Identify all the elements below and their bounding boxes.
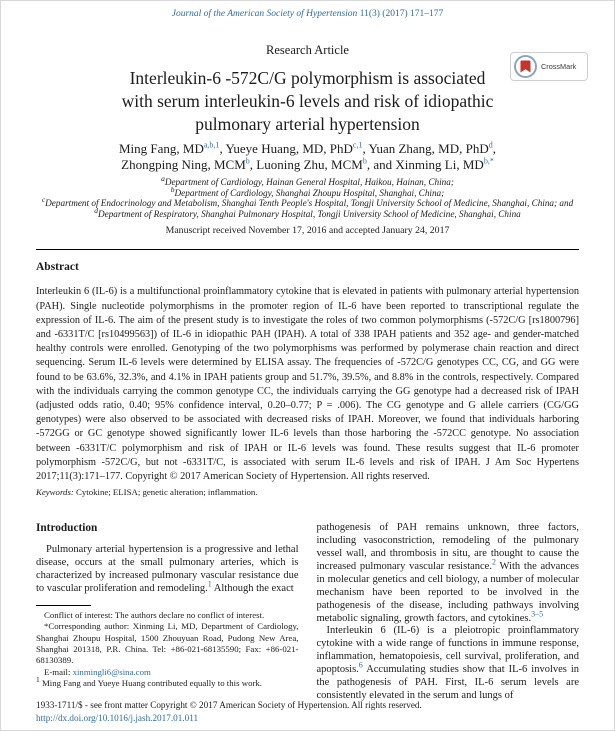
- doi-link[interactable]: http://dx.doi.org/10.1016/j.jash.2017.01.011: [36, 712, 199, 723]
- page-footer: [36, 699, 422, 724]
- left-column: [36, 522, 299, 703]
- affiliation-line: $^b$Department of Cardiology, Shanghai Zhoupu Hospital, Shanghai, China;: [170, 184, 445, 198]
- footnote-item: *Corresponding author: Xinming Li, MD, Department of Cardiology, Shanghai Zhoupu Hospital, 1500 Zhouyuan Road, Pudong New Area, Shanghai 201318, P.R. China. Tel: +86-021-68135590; Fax: +86-021-68130389.: [36, 621, 299, 666]
- issn-copyright-line: 1933-1711/$ - see front matter Copyright © 2017 American Society of Hypertension. All rights reserved.: [36, 700, 422, 710]
- affiliation-line: $^a$Department of Cardiology, Hainan General Hospital, Haikou, Hainan, China;: [161, 173, 454, 187]
- two-column-body: [36, 522, 579, 703]
- manuscript-dates: Manuscript received November 17, 2016 and accepted January 24, 2017: [165, 225, 450, 237]
- keywords-line: [36, 487, 579, 497]
- keywords-list: Cytokine; ELISA; genetic alteration; inflammation.: [73, 487, 258, 498]
- abstract-text: Interleukin 6 (IL-6) is a multifunctional proinflammatory cytokine that is elevated in patients with pulmonary arterial hypertension (PAH). Single nucleotide polymorphisms in the promoter region of IL-6 have been reported to transcriptional regulate the expression of IL-6. The aim of the present study is to investigate the roles of two common polymorphisms (-572C/G [rs1800796] and -6331T/C [rs10499563]) of IL-6 in idiopathic PAH (IPAH). A total of 338 IPAH patients and 352 age- and gender-matched healthy controls were enrolled. Genotyping of the two polymorphisms was performed by polymerase chain reaction and direct sequencing. Serum IL-6 levels were determined by ELISA assay. The frequencies of -572C/G genotypes CC, CG, and GG were found to be 63.6%, 32.3%, and 4.1% in IPAH patients group and 51.7%, 39.5%, and 8.8% in the controls, respectively. Compared with the individuals carrying the common genotype CC, the individuals carrying the GG genotype had a decreased risk of IPAH (adjusted odds ratio, 0.40; 95% confidence interval, 0.20–0.77; P = .006). The CG genotype and G allele carriers (CG/GG genotypes) were also observed to be associated with decreased risks of IPAH. Moreover, we found that individuals harboring -572GG or GC genotype showed significantly lower IL-6 levels than those harboring the -572CC genotype. No association between -6331T/C polymorphism and risk of IPAH or IL-6 levels was found. These results suggest that IL-6 promoter polymorphism -572C/G, but not -6331T/C, is associated with serum IL-6 levels and risk of IPAH. J Am Soc Hypertens 2017;11(3):171–177. Copyright © 2017 American Society of Hypertension. All rights reserved.: [36, 286, 579, 483]
- authors-line-2: Zhongping Ning, MCM$^b$, Luoning Zhu, MCM$^b$, and Xinming Li, $MD^{b,*}$: [121, 156, 494, 172]
- authors-line-1: Ming Fang, MD$^{a,b,1}$, Yueye Huang, MD, PhD$^{c,1}$, Yuan Zhang, MD, PhD$^d$,: [119, 140, 496, 156]
- affiliations: [36, 173, 579, 219]
- title-line: pulmonary arterial hypertension: [195, 114, 420, 134]
- abstract-top-rule: [36, 249, 579, 250]
- keywords-label: Keywords:: [36, 487, 74, 498]
- journal-name: Journal of the American Society of Hypertension: [171, 9, 358, 19]
- il6-paragraph: Interleukin 6 (IL-6) is a pleiotropic proinflammatory cytokine with a wide range of functions in immune response, inflammation, hematopoiesis, cell survival, proliferation, and apoptosis.$^6$ Accumulating studies show that IL-6 involves in the pathogenesis of PAH. First, IL-6 serum levels are consistently elevated in the serum and lungs of: [316, 625, 579, 701]
- affiliation-line: $^c$Department of Endocrinology and Metabolism, Shanghai Tenth People's Hospital, Tongji University School of Medicine, Shanghai, China; and: [41, 195, 574, 209]
- title-line: with serum interleukin-6 levels and risk of idiopathic: [121, 91, 494, 111]
- footnote-item: $^1$ Ming Fang and Yueye Huang contributed equally to this work.: [36, 675, 262, 689]
- footnotes-block: [36, 610, 299, 690]
- intro-paragraph-continued: pathogenesis of PAH remains unknown, three factors, including vasoconstriction, remodeling of the pulmonary vessel wall, and thrombosis in situ, are thought to cause the increased pulmonary vascular resistance.$^2$ With the advances in molecular genetics and cell biology, a number of molecular mechanism have been reported to be involved in the pathogenesis of the disease, including pathways involving metabolic signaling, growth factors, and cytokines.$^{3-5}$: [316, 522, 579, 624]
- right-column: [317, 522, 580, 703]
- footnote-item: E-mail: xinmingli6@sina.com: [44, 666, 151, 677]
- section-heading-introduction: Introduction: [36, 522, 98, 535]
- article-type-label: Research Article: [266, 43, 349, 57]
- crossmark-icon: [514, 55, 537, 78]
- intro-paragraph: Pulmonary arterial hypertension is a progressive and lethal disease, occurs at the small pulmonary arteries, which is characterized by increased pulmonary vascular resistance due to vascular proliferation and remodeling.$^1$ Although the exact: [36, 544, 299, 594]
- crossmark-label: CrossMark: [541, 62, 577, 71]
- bookmark-icon: [520, 60, 531, 73]
- footnote-item: Conflict of interest: The authors declare no conflict of interest.: [44, 609, 265, 620]
- title-line: Interleukin-6 -572C/G polymorphism is associated: [129, 68, 486, 88]
- crossmark-badge[interactable]: [510, 52, 588, 81]
- page-title: [36, 67, 579, 136]
- journal-citation: 11(3) (2017) 171–177: [357, 9, 444, 19]
- affiliation-line: $^d$Department of Respiratory, Shanghai Pulmonary Hospital, Tongji University School of Medicine, Shanghai, China: [94, 205, 521, 219]
- abstract-heading: Abstract: [36, 261, 79, 274]
- footnote-rule: [36, 605, 91, 606]
- journal-header: [36, 8, 579, 20]
